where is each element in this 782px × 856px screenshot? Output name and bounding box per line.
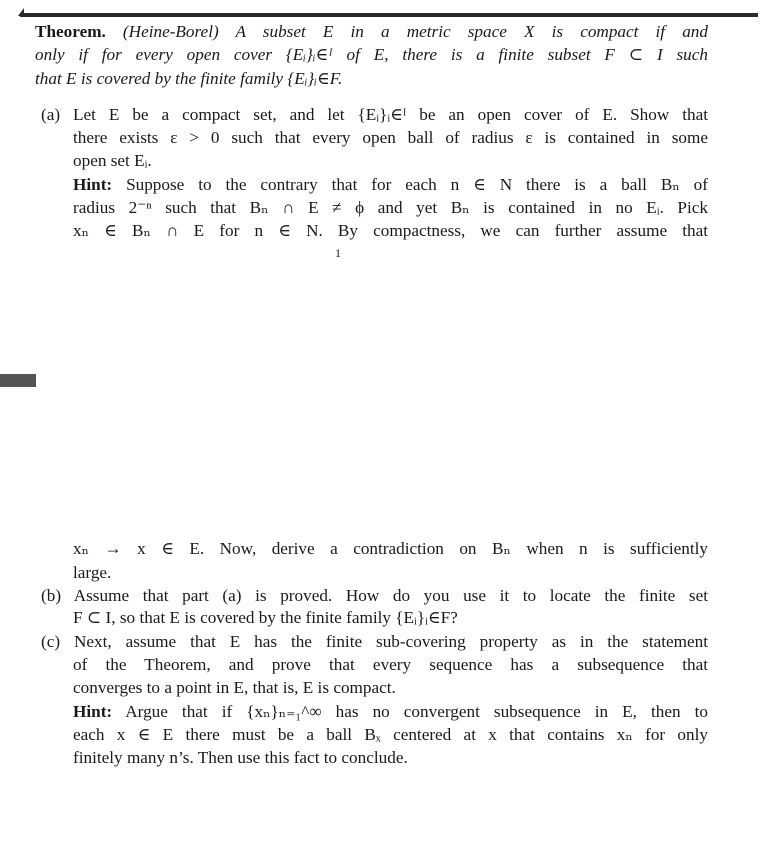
part-a-cont-line-2: large.	[73, 563, 112, 582]
theorem-line-1: Theorem. (Heine-Borel) A subset E in a metric space X is compact if and	[35, 22, 708, 41]
page-number: 1	[335, 246, 341, 260]
top-rule	[20, 13, 758, 17]
part-c-line-2: of the Theorem, and prove that every sequence has a subsequence that	[73, 655, 708, 674]
theorem-line-3: that E is covered by the finite family {Eᵢ}ᵢ∈F.	[35, 69, 343, 88]
part-c-line-1: (c) Next, assume that E has the finite sub-covering property as in the statement	[41, 632, 708, 651]
part-c-hint-line-3: finitely many n’s. Then use this fact to conclude.	[73, 748, 408, 767]
part-a-line-2: there exists ε > 0 such that every open ball of radius ε is contained in some	[73, 128, 708, 147]
part-b-line-1: (b) Assume that part (a) is proved. How do you use it to locate the finite set	[41, 586, 708, 605]
theorem-line-2: only if for every open cover {Eᵢ}ᵢ∈ᴵ of E, there is a finite subset F ⊂ I such	[35, 45, 708, 64]
part-a-hint-line-1: Hint: Suppose to the contrary that for each n ∈ N there is a ball Bₙ of	[73, 175, 708, 194]
part-c-hint-line-1: Hint: Argue that if {xₙ}ₙ₌₁^∞ has no convergent subsequence in E, then to	[73, 702, 708, 721]
part-a-line-3: open set Eᵢ.	[73, 151, 152, 170]
part-a-cont-line-1: xₙ → x ∈ E. Now, derive a contradiction on Bₙ when n is sufficiently	[73, 539, 708, 558]
side-marker	[0, 374, 36, 387]
part-c-line-3: converges to a point in E, that is, E is compact.	[73, 678, 396, 697]
part-c-hint-line-2: each x ∈ E there must be a ball Bₓ centered at x that contains xₙ for only	[73, 725, 708, 744]
part-a-line-1: (a) Let E be a compact set, and let {Eᵢ}ᵢ∈ᴵ be an open cover of E. Show that	[41, 105, 708, 124]
part-b-line-2: F ⊂ I, so that E is covered by the finite family {Eᵢ}ᵢ∈F?	[73, 608, 458, 627]
part-a-hint-line-3: xₙ ∈ Bₙ ∩ E for n ∈ N. By compactness, we can further assume that	[73, 221, 708, 240]
part-a-hint-line-2: radius 2⁻ⁿ such that Bₙ ∩ E ≠ ϕ and yet Bₙ is contained in no Eᵢ. Pick	[73, 198, 708, 217]
